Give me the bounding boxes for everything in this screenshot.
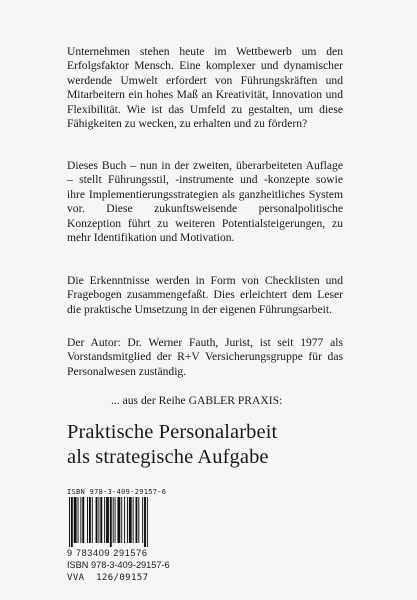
barcode-bar — [87, 497, 88, 543]
barcode-bar — [89, 497, 91, 543]
barcode-bar — [124, 497, 125, 543]
series-line: ... aus der Reihe GABLER PRAXIS: — [111, 394, 283, 407]
barcode-bar — [104, 497, 105, 543]
barcode-bar — [115, 497, 116, 543]
barcode-bar — [121, 497, 122, 543]
barcode-bar — [82, 497, 84, 543]
barcode-bar — [106, 497, 109, 543]
barcode-bar — [133, 497, 134, 543]
barcode-bar — [74, 497, 77, 543]
barcode-bar — [147, 497, 148, 547]
blurb-paragraph-1 — [67, 45, 343, 131]
blurb-paragraph-3 — [67, 274, 343, 317]
barcode-bar — [142, 497, 143, 543]
barcode-bar — [98, 497, 99, 543]
barcode-bar — [96, 497, 98, 543]
blurb-paragraph-2 — [67, 159, 343, 245]
author-text: Der Autor: Dr. Werner Fauth, Jurist, ist seit 1977 als Vorstandsmitglied der R+V Versicherungsgruppe für das Personalwesen zuständig. — [67, 336, 343, 378]
isbn-bottom-label: ISBN 978-3-409-29157-6 — [67, 560, 170, 570]
barcode-bar — [129, 497, 132, 543]
book-title — [67, 420, 357, 470]
isbn-top-label: ISBN 978-3-409-29157-6 — [67, 488, 167, 496]
barcode-graphic — [67, 497, 177, 547]
barcode-bar — [138, 497, 139, 543]
blurb-text-1: Unternehmen stehen heute im Wettbewerb um den Erfolgsfaktor Mensch. Eine komplexer und dynamischer werdende Umwelt erfordert von Führungskräften und Mitarbeitern ein hohes Maß an Kreativität, Innovation und Flexibilität. Wie ist das Umfeld zu gestalten, um diese Fähigkeiten zu wecken, zu erhalten und zu fördern? — [67, 45, 343, 131]
barcode-bar — [71, 497, 73, 547]
barcode — [67, 497, 177, 551]
barcode-bar — [127, 497, 128, 543]
barcode-bar — [136, 497, 138, 543]
barcode-bar — [117, 497, 120, 543]
barcode-bar — [113, 497, 114, 543]
barcode-bar — [100, 497, 102, 543]
barcode-bar — [80, 497, 81, 543]
author-paragraph — [67, 336, 343, 379]
barcode-bar — [92, 497, 93, 543]
barcode-bar — [69, 497, 70, 547]
barcode-bar — [144, 497, 146, 547]
barcode-digits: 9 783409 291576 — [67, 548, 148, 558]
order-code: VVA 126/09157 — [67, 573, 149, 583]
blurb-text-2: Dieses Buch – nun in der zweiten, überarbeiteten Auflage – stellt Führungsstil, -instrumente und -konzepte sowie ihre Implementierungsstrategien als ganzheitliches System vor. Diese zukunftsweisende personalpolitische Konzeption führt zu weiteren Potentialsteigerungen, zu mehr Identifikation und Motivation. — [67, 159, 343, 245]
barcode-bar — [78, 497, 79, 543]
barcode-bar — [110, 497, 112, 547]
blurb-text-3: Die Erkenntnisse werden in Form von Checklisten und Fragebogen zusammengefaßt. Dies erleichtert dem Leser die praktische Umsetzung in der eigenen Führungsarbeit. — [67, 274, 343, 316]
book-title-line-2: als strategische Aufgabe — [67, 446, 269, 468]
book-title-line-1: Praktische Personalarbeit — [67, 421, 278, 443]
